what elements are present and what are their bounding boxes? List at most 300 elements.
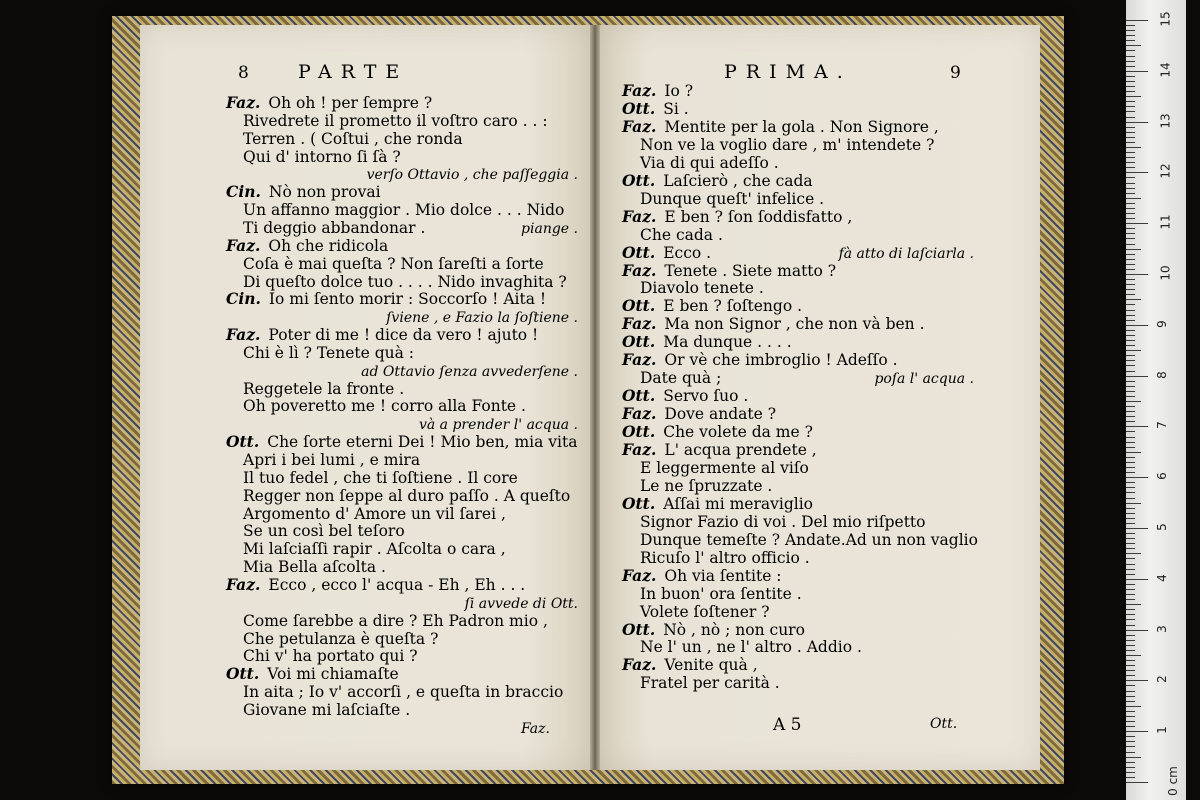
dialogue-text: Mentite per la gola . Non Signore , [664, 117, 939, 136]
dialogue-text: Dunque queſt' infelice . [640, 189, 825, 208]
speaker-label: Ott. [226, 432, 260, 452]
dialogue-text: Di queſto dolce tuo . . . . Nido invaghita ? [243, 272, 567, 291]
ruler-tick [1126, 650, 1135, 651]
ruler-number: 5 [1154, 523, 1169, 531]
ruler-tick [1126, 304, 1135, 305]
stage-direction-text: verſo Ottavio , che paſſeggia . [366, 167, 578, 184]
ruler-tick [1126, 548, 1135, 549]
ruler-tick [1126, 569, 1135, 570]
speaker-label: Cin. [226, 182, 261, 202]
ruler-tick [1126, 584, 1135, 585]
ruler-tick [1126, 421, 1135, 422]
stage-direction-text: ſi avvede di Ott. [464, 595, 578, 612]
text-line [622, 621, 805, 639]
text-line [243, 201, 564, 219]
ruler-tick [1126, 183, 1135, 184]
text-line [243, 130, 463, 148]
ruler-tick [1126, 487, 1135, 488]
ruler-tick [1126, 538, 1135, 539]
text-line [243, 397, 526, 415]
speaker-label: Ott. [622, 619, 656, 639]
ruler-tick [1126, 157, 1135, 158]
dialogue-text: E leggermente al viſo [640, 458, 809, 477]
ruler-tick [1126, 762, 1135, 763]
ruler-tick [1126, 147, 1141, 148]
ruler-tick [1126, 604, 1141, 605]
speaker-label: Faz. [226, 93, 261, 112]
ruler-tick [1126, 325, 1148, 326]
ruler-tick [1126, 523, 1135, 524]
ruler-tick [1126, 462, 1135, 463]
ruler-tick [1126, 670, 1135, 671]
ruler-tick [1126, 289, 1135, 290]
dialogue-text: Tenete . Siete matto ? [664, 261, 837, 280]
left-catchword: Faz. [521, 721, 550, 737]
dialogue-text: Coſa è mai queſta ? Non ſareſti a ſorte [243, 254, 544, 273]
ruler-tick [1126, 81, 1135, 82]
dialogue-text: Se un così bel teſoro [243, 522, 405, 541]
speaker-label: Faz. [622, 565, 657, 585]
text-line [640, 279, 764, 297]
ruler-tick [1126, 193, 1135, 194]
text-line [243, 469, 518, 487]
speaker-label: Ott. [622, 242, 656, 262]
ruler-number: 7 [1154, 421, 1169, 430]
stage-direction [419, 415, 578, 434]
dialogue-text: Che petulanza è queſta ? [243, 629, 439, 648]
ruler-number: 12 [1158, 163, 1173, 180]
speaker-label: Faz. [226, 235, 261, 255]
dialogue-text: Date quà ; [640, 369, 722, 388]
ruler-tick [1126, 91, 1135, 92]
text-line [640, 549, 810, 567]
text-line [640, 638, 862, 656]
dialogue-text: Dove andate ? [664, 405, 777, 424]
ruler-number: 11 [1158, 214, 1173, 230]
dialogue-text: Il tuo fedel , che ti ſoſtiene . Il core [243, 468, 518, 487]
ruler-tick [1126, 111, 1135, 112]
stage-direction-text: ad Ottavio ſenza avvederſene . [361, 363, 578, 380]
stage-direction [465, 594, 578, 613]
ruler-tick [1126, 558, 1135, 559]
ruler-tick [1126, 741, 1135, 742]
text-line [243, 344, 414, 362]
ruler-tick [1126, 132, 1135, 133]
dialogue-text: Nò , nò ; non curo [663, 620, 805, 639]
dialogue-text: Giovane mi laſciaſte . [243, 700, 411, 719]
ruler-tick [1126, 726, 1135, 727]
ruler-tick [1126, 20, 1148, 21]
dialogue-text: In aita ; Io v' accorſi , e queſta in braccio [243, 683, 564, 702]
text-line [640, 585, 802, 603]
ruler-tick [1126, 315, 1135, 316]
stage-direction [521, 219, 578, 238]
ruler-number: 6 [1154, 472, 1169, 481]
dialogue-text: Terren . ( Coſtui , che ronda [243, 129, 463, 148]
ruler-tick [1126, 203, 1135, 204]
ruler-tick [1126, 767, 1135, 768]
ruler-tick [1126, 223, 1148, 224]
speaker-label: Faz. [622, 350, 657, 370]
ruler-tick [1126, 406, 1135, 407]
ruler-tick [1126, 249, 1141, 250]
book-gutter [590, 25, 600, 770]
text-line [243, 487, 570, 505]
ruler-tick [1126, 396, 1135, 397]
ruler-tick [1126, 477, 1148, 478]
speaker-label: Faz. [622, 440, 657, 459]
speaker-label: Faz. [622, 116, 657, 136]
ruler-tick [1126, 25, 1135, 26]
ruler-tick [1126, 35, 1135, 36]
dialogue-text: In buon' ora ſentite . [640, 584, 802, 603]
stage-direction [874, 369, 974, 388]
left-running-head: PARTE [298, 61, 409, 83]
ruler-tick [1126, 213, 1135, 214]
speaker-label: Ott. [622, 170, 656, 190]
text-line [622, 423, 813, 441]
dialogue-text: Oh via ſentite : [664, 566, 782, 585]
dialogue-text: Oh oh ! per ſempre ? [268, 94, 433, 112]
ruler-tick [1126, 431, 1135, 432]
ruler-tick [1126, 172, 1148, 173]
dialogue-text: Fratel per carità . [640, 674, 780, 693]
ruler-tick [1126, 411, 1135, 412]
ruler-tick [1126, 564, 1135, 565]
ruler-tick [1126, 589, 1135, 590]
ruler-tick [1126, 294, 1135, 295]
speaker-label: Ott. [622, 422, 656, 442]
dialogue-text: Ma non Signor , che non và ben . [664, 315, 925, 334]
ruler-tick [1126, 782, 1148, 783]
dialogue-text: Or vè che imbroglio ! Adeſſo . [664, 351, 898, 370]
right-catchword: Ott. [930, 716, 958, 732]
ruler-tick [1126, 696, 1135, 697]
dialogue-text: Volete ſoſtener ? [640, 602, 770, 621]
text-line [226, 290, 546, 308]
ruler-tick [1126, 614, 1135, 615]
stage-direction [386, 308, 578, 327]
ruler-tick [1126, 71, 1148, 72]
text-line [243, 540, 506, 558]
dialogue-text: Servo ſuo . [663, 387, 749, 406]
ruler-number: 13 [1158, 112, 1173, 129]
dialogue-text: Ma dunque . . . . [663, 333, 792, 352]
text-line [622, 351, 898, 369]
ruler-tick [1126, 162, 1135, 163]
stage-direction-text: ſviene , e Fazio la ſoſtiene . [386, 310, 578, 327]
dialogue-text: Oh poveretto me ! corro alla Fonte . [243, 397, 526, 416]
text-line [226, 326, 538, 344]
ruler-tick [1126, 228, 1135, 229]
ruler-tick [1126, 772, 1135, 773]
ruler-tick [1126, 472, 1135, 473]
ruler-tick [1126, 40, 1135, 41]
ruler-tick [1126, 30, 1135, 31]
dialogue-text: Signor Fazio di voi . Del mio riſpetto [640, 512, 926, 531]
stage-direction [367, 165, 578, 184]
dialogue-text: Le ne ſpruzzate . [640, 476, 773, 495]
ruler-tick [1126, 579, 1148, 580]
dialogue-text: Mi laſciaſſi rapir . Aſcolta o cara , [243, 540, 506, 559]
ruler-tick [1126, 426, 1148, 427]
text-line [243, 683, 563, 701]
ruler-number: 9 [1154, 319, 1169, 328]
ruler-tick [1126, 447, 1135, 448]
text-line [640, 154, 779, 172]
text-line [640, 477, 772, 495]
text-line [243, 255, 544, 273]
ruler-tick [1126, 508, 1135, 509]
dialogue-text: Che cada . [640, 225, 723, 244]
text-line [622, 208, 852, 226]
speaker-label: Ott. [622, 98, 656, 118]
ruler-tick [1126, 320, 1135, 321]
dialogue-text: Si . [663, 99, 689, 118]
ruler-tick [1126, 66, 1135, 67]
ruler-tick [1126, 640, 1135, 641]
ruler-tick [1126, 233, 1135, 234]
text-line [622, 495, 813, 513]
dialogue-text: Chi v' ha portato qui ? [243, 647, 418, 666]
stage-direction [839, 244, 974, 263]
ruler-tick [1126, 188, 1135, 189]
ruler-tick [1126, 731, 1148, 732]
text-line [622, 333, 792, 351]
ruler-number: 8 [1154, 370, 1169, 379]
ruler-tick [1126, 609, 1135, 610]
dialogue-text: Laſcierò , che cada [663, 171, 813, 190]
text-line [226, 433, 577, 451]
ruler-tick [1126, 716, 1135, 717]
ruler-tick [1126, 284, 1135, 285]
text-line [243, 522, 405, 540]
ruler-tick [1126, 330, 1135, 331]
dialogue-text: Dunque temeſte ? Andate.Ad un non vaglio [640, 530, 978, 549]
ruler-tick [1126, 76, 1135, 77]
ruler-tick [1126, 599, 1135, 600]
speaker-label: Ott. [622, 296, 656, 316]
text-line [622, 262, 836, 280]
text-line [226, 94, 432, 112]
ruler-tick [1126, 208, 1135, 209]
stage-direction [361, 362, 578, 381]
ruler-tick [1126, 86, 1135, 87]
dialogue-text: E ben ? ſoſtengo . [663, 297, 802, 316]
text-line [622, 387, 748, 405]
ruler-tick [1126, 340, 1135, 341]
ruler-tick [1126, 711, 1135, 712]
ruler-tick [1126, 127, 1135, 128]
ruler-tick [1126, 381, 1135, 382]
speaker-label: Ott. [622, 332, 656, 352]
ruler-tick [1126, 50, 1135, 51]
speaker-label: Faz. [622, 404, 657, 424]
ruler-tick [1126, 117, 1135, 118]
ruler-tick [1126, 259, 1135, 260]
dialogue-text: Ecco . [663, 243, 712, 262]
text-line [226, 665, 399, 683]
ruler-tick [1126, 45, 1141, 46]
text-line [640, 531, 978, 549]
speaker-label: Ott. [226, 664, 260, 684]
ruler-tick [1126, 635, 1135, 636]
speaker-label: Faz. [622, 206, 657, 226]
dialogue-text: Come ſarebbe a dire ? Eh Padron mio , [243, 611, 548, 630]
speaker-label: Cin. [226, 289, 261, 309]
text-line [622, 244, 711, 262]
ruler-number: 4 [1154, 573, 1169, 582]
dialogue-text: Mia Bella aſcolta . [243, 558, 386, 577]
ruler-tick [1126, 152, 1135, 153]
ruler-tick [1126, 777, 1135, 778]
speaker-label: Faz. [622, 314, 657, 334]
right-page-number: 9 [950, 63, 961, 83]
ruler-tick [1126, 701, 1135, 702]
speaker-label: Faz. [226, 325, 261, 345]
ruler-tick [1126, 106, 1135, 107]
ruler-tick [1126, 752, 1135, 753]
dialogue-text: Diavolo tenete . [640, 279, 764, 298]
ruler-tick [1126, 244, 1135, 245]
dialogue-text: Io mi ſento morir : Soccorſo ! Aita ! [268, 290, 547, 309]
ruler-tick [1126, 56, 1135, 57]
ruler-tick [1126, 122, 1148, 123]
ruler-number: 0 cm [1165, 766, 1180, 796]
text-line [640, 136, 934, 154]
ruler-tick [1126, 137, 1135, 138]
dialogue-text: Venite quà , [664, 656, 758, 675]
right-signature: A 5 [773, 715, 802, 735]
ruler-tick [1126, 401, 1141, 402]
ruler-number: 2 [1154, 675, 1169, 684]
text-line [226, 183, 381, 201]
ruler-tick [1126, 492, 1135, 493]
speaker-label: Ott. [622, 493, 656, 513]
dialogue-text: Reggetele la fronte . [243, 379, 405, 398]
ruler-number: 14 [1158, 62, 1173, 78]
text-line [640, 459, 809, 477]
ruler-number: 10 [1158, 265, 1173, 281]
text-line [640, 369, 721, 387]
ruler-tick [1126, 269, 1135, 270]
ruler-tick [1126, 625, 1135, 626]
dialogue-text: Via di qui adeſſo . [640, 153, 779, 172]
text-line [622, 405, 776, 423]
ruler-tick [1126, 645, 1135, 646]
text-line [243, 558, 386, 576]
speaker-label: Ott. [622, 386, 656, 406]
ruler-tick [1126, 198, 1141, 199]
ruler-tick [1126, 371, 1135, 372]
text-line [640, 226, 723, 244]
ruler-tick [1126, 335, 1135, 336]
stage-direction-text: poſa l' acqua . [874, 371, 974, 388]
ruler-tick [1126, 142, 1135, 143]
text-line [243, 112, 548, 130]
dialogue-text: E ben ? ſon ſoddisfatto , [664, 207, 853, 226]
left-page-number: 8 [238, 63, 249, 83]
ruler-tick [1126, 721, 1135, 722]
ruler-tick [1126, 391, 1135, 392]
ruler-tick [1126, 513, 1135, 514]
text-line [243, 451, 420, 469]
text-line [622, 82, 693, 100]
ruler-tick [1126, 685, 1135, 686]
ruler-tick [1126, 503, 1141, 504]
stage-direction-text: fà atto di laſciarla . [838, 245, 974, 262]
ruler-tick [1126, 345, 1135, 346]
ruler-tick [1126, 594, 1135, 595]
speaker-label: Faz. [622, 81, 657, 100]
ruler-tick [1126, 355, 1135, 356]
ruler-tick [1126, 437, 1135, 438]
dialogue-text: Oh che ridicola [268, 236, 389, 255]
dialogue-text: Qui d' intorno ſi ſà ? [243, 147, 401, 166]
dialogue-text: Che volete da me ? [663, 423, 813, 442]
text-line [243, 630, 438, 648]
text-line [622, 656, 758, 674]
text-line [622, 441, 817, 459]
dialogue-text: Ti deggio abbandonar . [243, 218, 426, 237]
ruler-tick [1126, 96, 1141, 97]
dialogue-text: Non ve la voglio dare , m' intendete ? [640, 135, 935, 154]
text-line [640, 674, 780, 692]
text-line [243, 219, 425, 237]
text-line [622, 297, 802, 315]
dialogue-text: Apri i bei lumi , e mira [243, 451, 421, 469]
ruler-tick [1126, 528, 1148, 529]
ruler-tick [1126, 101, 1135, 102]
dialogue-text: L' acqua prendete , [664, 441, 817, 459]
ruler-tick [1126, 365, 1135, 366]
ruler-tick [1126, 467, 1135, 468]
ruler-tick [1126, 310, 1135, 311]
ruler-tick [1126, 630, 1148, 631]
ruler-tick [1126, 655, 1141, 656]
dialogue-text: Ricuſo l' altro officio . [640, 548, 810, 567]
ruler-tick [1126, 416, 1135, 417]
ruler-tick [1126, 533, 1135, 534]
ruler-tick [1126, 691, 1135, 692]
ruler-tick [1126, 350, 1141, 351]
text-line [243, 612, 548, 630]
dialogue-text: Nò non provai [268, 183, 381, 202]
ruler-tick [1126, 279, 1135, 280]
ruler-tick [1126, 675, 1135, 676]
ruler-tick [1126, 61, 1135, 62]
ruler-number: 3 [1154, 624, 1169, 633]
text-line [622, 118, 939, 136]
ruler-tick [1126, 574, 1135, 575]
speaker-label: Faz. [622, 260, 657, 280]
ruler-tick [1126, 482, 1135, 483]
ruler-tick [1126, 498, 1135, 499]
text-line [622, 172, 813, 190]
ruler-tick [1126, 457, 1135, 458]
dialogue-text: Io ? [664, 82, 694, 100]
ruler-tick [1126, 757, 1141, 758]
ruler-tick [1126, 553, 1141, 554]
dialogue-text: Un affanno maggior . Mio dolce . . . Nido [243, 201, 565, 220]
ruler-tick [1126, 238, 1135, 239]
ruler-number: 15 [1158, 11, 1173, 27]
ruler-tick [1126, 736, 1135, 737]
ruler-tick [1126, 299, 1141, 300]
right-running-head: PRIMA. [724, 61, 852, 83]
text-line [622, 315, 925, 333]
text-line [622, 567, 782, 585]
